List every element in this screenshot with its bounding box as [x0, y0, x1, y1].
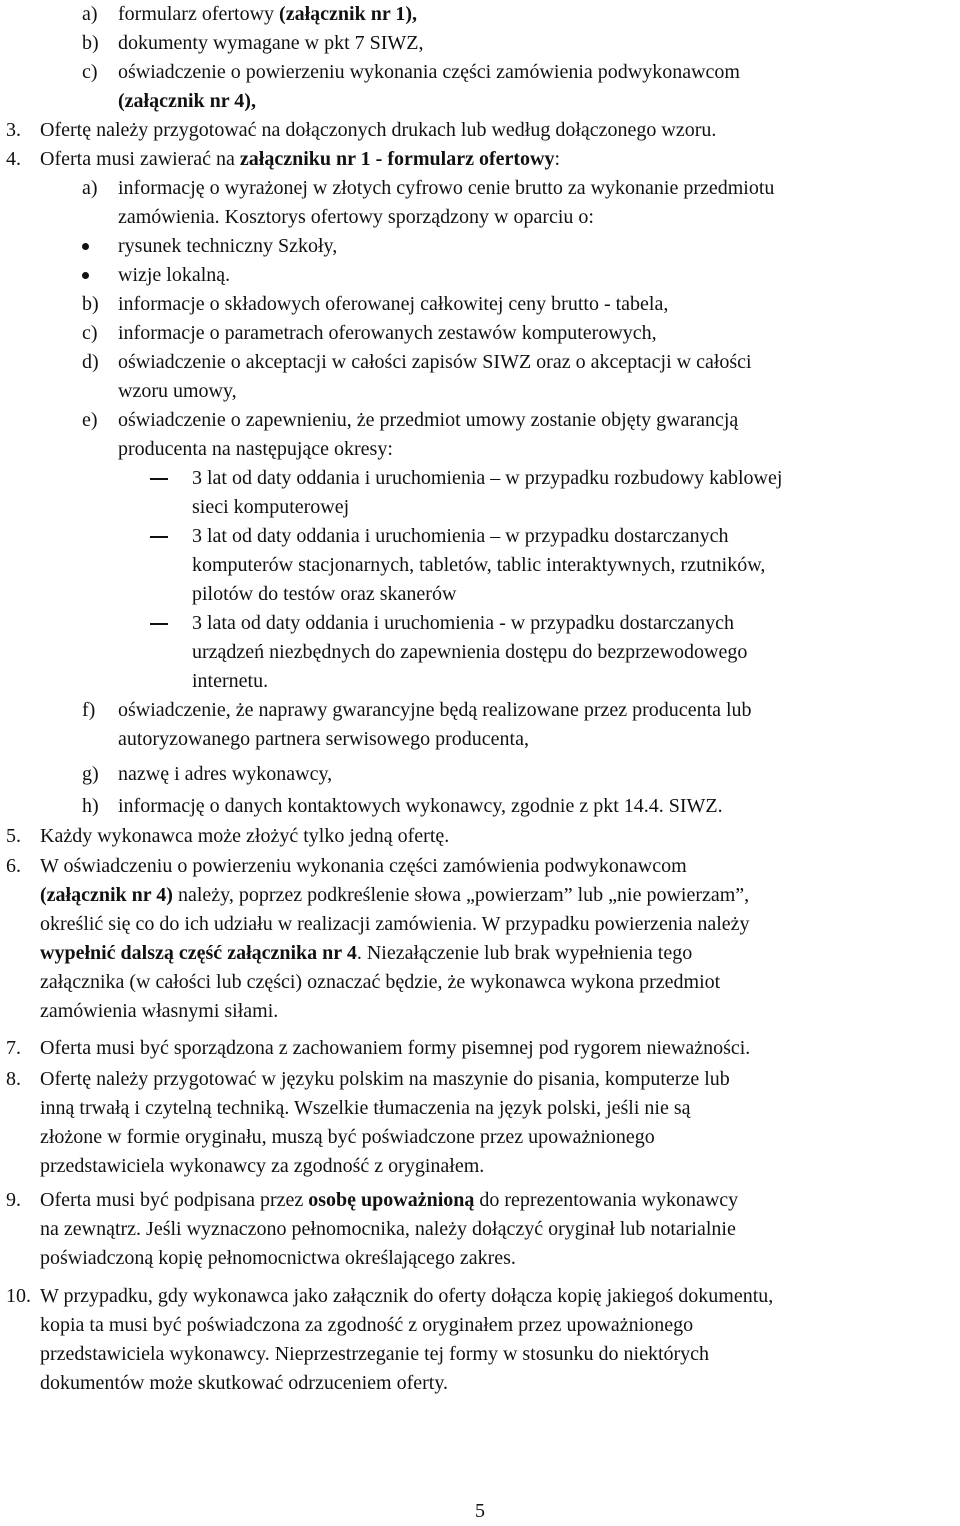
item-label: f) — [82, 699, 96, 721]
item-text: należy, poprzez podkreślenie słowa „powierzam” lub „nie powierzam”, — [172, 884, 750, 906]
item-label: c) — [82, 61, 98, 83]
dash-icon — [150, 536, 168, 538]
item-label: a) — [82, 3, 98, 25]
bullet-icon — [82, 243, 89, 250]
item-text: informację o wyrażonej w złotych cyfrowo cenie brutto za wykonanie przedmiotu — [118, 177, 775, 199]
dash-icon — [150, 478, 168, 480]
item-number: 9. — [6, 1189, 21, 1211]
item-text: 3 lata od daty oddania i uruchomienia - w przypadku dostarczanych — [192, 612, 735, 634]
item-bold: wypełnić dalszą część załącznika nr 4 — [40, 942, 357, 964]
item-text: określić się co do ich udziału w realizacji zamówienia. W przypadku powierzenia należy — [40, 913, 750, 935]
item-text: Oferta musi być podpisana przez — [40, 1189, 309, 1211]
item-label: d) — [82, 351, 99, 373]
item-text: zamówienia własnymi siłami. — [40, 1000, 279, 1022]
item-text: poświadczoną kopię pełnomocnictwa określającego zakres. — [40, 1247, 516, 1269]
item-text: dokumentów może skutkować odrzuceniem oferty. — [40, 1372, 449, 1394]
item-label: c) — [82, 322, 98, 344]
item-label: e) — [82, 409, 98, 431]
dash-icon — [150, 623, 168, 625]
item-label: g) — [82, 763, 99, 785]
item-text: rysunek techniczny Szkoły, — [118, 235, 338, 257]
item-text: W przypadku, gdy wykonawca jako załącznik do oferty dołącza kopię jakiegoś dokumentu, — [40, 1285, 774, 1307]
item-label: h) — [82, 795, 99, 817]
item-text: inną trwałą i czytelną techniką. Wszelkie tłumaczenia na język polski, jeśli nie są — [40, 1097, 691, 1119]
item-text: komputerów stacjonarnych, tabletów, tablic interaktywnych, rzutników, — [192, 554, 766, 576]
item-bold: (załącznik nr 1), — [279, 3, 417, 25]
item-text: wzoru umowy, — [118, 380, 237, 402]
item-text: Każdy wykonawca może złożyć tylko jedną ofertę. — [40, 825, 450, 847]
item-text: informację o danych kontaktowych wykonawcy, zgodnie z pkt 14.4. SIWZ. — [118, 795, 723, 817]
item-bold: osobę upoważnioną — [308, 1189, 475, 1211]
item-number: 5. — [6, 825, 21, 847]
item-text: Ofertę należy przygotować w języku polskim na maszynie do pisania, komputerze lub — [40, 1068, 730, 1090]
item-bold: (załącznik nr 4) — [40, 884, 173, 906]
item-text: 3 lat od daty oddania i uruchomienia – w przypadku dostarczanych — [192, 525, 729, 547]
item-text: W oświadczeniu o powierzeniu wykonania części zamówienia podwykonawcom — [40, 855, 687, 877]
item-text: pilotów do testów oraz skanerów — [192, 583, 457, 605]
item-number: 4. — [6, 148, 21, 170]
item-text: przedstawiciela wykonawcy za zgodność z oryginałem. — [40, 1155, 485, 1177]
item-text: . Niezałączenie lub brak wypełnienia tego — [356, 942, 693, 964]
item-text: Oferta musi zawierać na — [40, 148, 240, 170]
item-text: 3 lat od daty oddania i uruchomienia – w przypadku rozbudowy kablowej — [192, 467, 783, 489]
item-number: 6. — [6, 855, 21, 877]
item-text: przedstawiciela wykonawcy. Nieprzestrzeganie tej formy w stosunku do niektórych — [40, 1343, 710, 1365]
item-label: b) — [82, 32, 99, 54]
item-text: formularz ofertowy — [118, 3, 280, 25]
item-text: Oferta musi być sporządzona z zachowaniem formy pisemnej pod rygorem nieważności. — [40, 1037, 751, 1059]
item-text: oświadczenie o powierzeniu wykonania części zamówienia podwykonawcom — [118, 61, 740, 83]
item-number: 8. — [6, 1068, 21, 1090]
item-text: autoryzowanego partnera serwisowego producenta, — [118, 728, 529, 750]
item-text: dokumenty wymagane w pkt 7 SIWZ, — [118, 32, 424, 54]
item-text: zamówienia. Kosztorys ofertowy sporządzony w oparciu o: — [118, 206, 594, 228]
item-number: 3. — [6, 119, 21, 141]
item-text: informacje o parametrach oferowanych zestawów komputerowych, — [118, 322, 657, 344]
item-text: wizje lokalną. — [118, 264, 231, 286]
item-text: Ofertę należy przygotować na dołączonych drukach lub według dołączonego wzoru. — [40, 119, 717, 141]
item-text: informacje o składowych oferowanej całkowitej ceny brutto - tabela, — [118, 293, 669, 315]
item-text: kopia ta musi być poświadczona za zgodność z oryginałem przez upoważnionego — [40, 1314, 694, 1336]
item-text: na zewnątrz. Jeśli wyznaczono pełnomocnika, należy dołączyć oryginał lub notarialnie — [40, 1218, 736, 1240]
item-text: złożone w formie oryginału, muszą być poświadczone przez upoważnionego — [40, 1126, 655, 1148]
item-text: producenta na następujące okresy: — [118, 438, 393, 460]
item-bold: załączniku nr 1 - formularz ofertowy — [239, 148, 555, 170]
item-bold: (załącznik nr 4), — [118, 90, 256, 112]
page-number: 5 — [475, 1500, 485, 1522]
item-colon: : — [554, 148, 561, 170]
item-text: nazwę i adres wykonawcy, — [118, 763, 333, 785]
item-number: 10. — [6, 1285, 31, 1307]
item-text: oświadczenie o zapewnieniu, że przedmiot umowy zostanie objęty gwarancją — [118, 409, 739, 431]
item-label: b) — [82, 293, 99, 315]
bullet-icon — [82, 272, 89, 279]
item-label: a) — [82, 177, 98, 199]
item-text: oświadczenie o akceptacji w całości zapisów SIWZ oraz o akceptacji w całości — [118, 351, 752, 373]
item-text: sieci komputerowej — [192, 496, 350, 518]
item-text: internetu. — [192, 670, 269, 692]
item-number: 7. — [6, 1037, 21, 1059]
item-text: urządzeń niezbędnych do zapewnienia dostępu do bezprzewodowego — [192, 641, 748, 663]
item-text: do reprezentowania wykonawcy — [474, 1189, 739, 1211]
item-text: załącznika (w całości lub części) oznaczać będzie, że wykonawca wykona przedmiot — [40, 971, 721, 993]
item-text: oświadczenie, że naprawy gwarancyjne będą realizowane przez producenta lub — [118, 699, 752, 721]
